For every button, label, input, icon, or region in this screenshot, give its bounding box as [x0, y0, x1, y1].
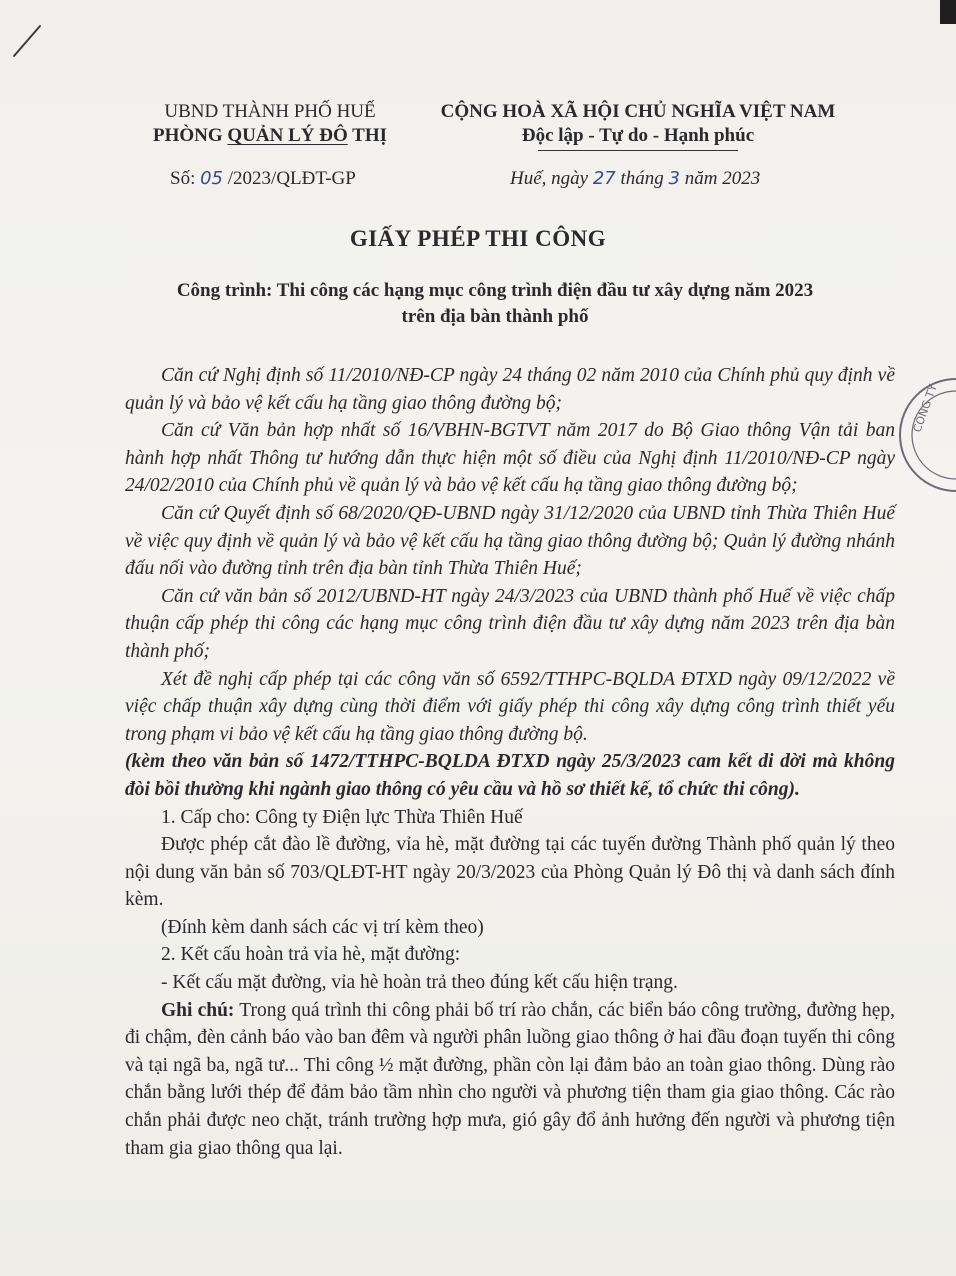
- document-date: [510, 168, 760, 190]
- granted-to: 1. Cấp cho: Công ty Điện lực Thừa Thiên Huế: [161, 806, 523, 828]
- pen-stroke-mark: [10, 22, 50, 62]
- stamp-text: CÔNG TY: [910, 382, 940, 435]
- red-stamp-seal: [894, 375, 956, 495]
- issuer-line1: UBND THÀNH PHỐ HUẾ: [164, 101, 376, 122]
- date-mid: tháng: [615, 168, 669, 189]
- issuer-header: [120, 100, 420, 148]
- document-body: [125, 362, 895, 1162]
- date-day: 27: [592, 168, 616, 189]
- national-title: CỘNG HOÀ XÃ HỘI CHỦ NGHĨA VIỆT NAM: [440, 101, 836, 122]
- project-subject: [100, 278, 890, 330]
- attachment-note: (kèm theo văn bản số 1472/TTHPC-BQLDA ĐTXD ngày 25/3/2023 cam kết di dời mà không đòi bồi thường khi ngành giao thông có yêu cầu và hồ sơ thiết kế, tổ chức thi công).: [125, 751, 895, 800]
- national-header: [428, 100, 848, 151]
- notes-paragraph: [125, 997, 895, 1163]
- legal-basis-2: Căn cứ Văn bản hợp nhất số 16/VBHN-BGTVT năm 2017 do Bộ Giao thông Vận tải ban hành hợp nhất Thông tư hướng dẫn thực hiện một số điều của Nghị định 11/2010/NĐ-CP ngày 24/02/2010 của Chính phủ về quản lý và bảo vệ kết cấu hạ tầng giao thông đường bộ;: [125, 420, 895, 497]
- document-title: GIẤY PHÉP THI CÔNG: [349, 226, 607, 251]
- legal-basis-4: Căn cứ văn bản số 2012/UBND-HT ngày 24/3/2023 của UBND thành phố Huế về việc chấp thuận cấp phép thi công các hạng mục công trình điện đầu tư xây dựng năm 2023 trên địa bàn thành phố;: [125, 585, 895, 662]
- date-prefix: Huế, ngày: [510, 168, 593, 189]
- permitted-scope: Được phép cắt đào lề đường, vỉa hè, mặt đường tại các tuyến đường Thành phố quản lý theo nội dung văn bản số 703/QLĐT-HT ngày 20/3/2023 của Phòng Quản lý Đô thị và danh sách đính kèm.: [125, 834, 895, 911]
- number-suffix: /2023/QLĐT-GP: [223, 168, 356, 189]
- document-number: [170, 168, 356, 190]
- issuer-line2-b: QUẢN LÝ ĐÔ: [227, 125, 348, 146]
- attachment-list-note: (Đính kèm danh sách các vị trí kèm theo): [161, 916, 484, 938]
- corner-mark: [940, 0, 956, 24]
- issuer-line2: [120, 124, 420, 148]
- number-handwritten: 05: [200, 168, 224, 189]
- notes-text: Trong quá trình thi công phải bố trí rào chắn, các biển báo công trường, đường hẹp, đi chậm, đèn cảnh báo vào ban đêm và người phân luồng giao thông ở hai đầu đoạn tuyến thi công và tại ngã ba, ngã tư... Thi công ½ mặt đường, phần còn lại đảm bảo an toàn giao thông. Dùng rào chắn bằng lưới thép để đảm bảo tầm nhìn cho người và phương tiện tham gia giao thông. Các rào chắn phải được neo chặt, tránh trường hợp mưa, gió gây đổ ảnh hưởng đến người và phương tiện tham gia giao thông qua lại.: [125, 999, 895, 1159]
- issuer-line2-a: PHÒNG: [152, 125, 228, 146]
- motto-underline: [538, 150, 738, 151]
- subject-line1: Công trình: Thi công các hạng mục công trình điện đầu tư xây dựng năm 2023: [176, 280, 814, 301]
- number-prefix: Số:: [170, 168, 201, 189]
- national-motto: Độc lập - Tự do - Hạnh phúc: [521, 125, 755, 146]
- subject-line2: trên địa bàn thành phố: [401, 306, 589, 327]
- issuer-line2-c: THỊ: [347, 125, 388, 146]
- date-suffix: năm 2023: [679, 168, 761, 189]
- legal-basis-5: Xét đề nghị cấp phép tại các công văn số 6592/TTHPC-BQLDA ĐTXD ngày 09/12/2022 về việc chấp thuận xây dựng cùng thời điểm với giấy phép thi công xây dựng công trình thiết yếu trong phạm vi bảo vệ kết cấu hạ tầng giao thông đường bộ.: [125, 668, 895, 745]
- legal-basis-3: Căn cứ Quyết định số 68/2020/QĐ-UBND ngày 31/12/2020 của UBND tỉnh Thừa Thiên Huế về việc quy định về quản lý và bảo vệ kết cấu hạ tầng giao thông đường bộ; Quản lý đường nhánh đấu nối vào đường tỉnh trên địa bàn tỉnh Thừa Thiên Huế;: [125, 502, 895, 580]
- restoration-item: - Kết cấu mặt đường, vỉa hè hoàn trả theo đúng kết cấu hiện trạng.: [161, 972, 678, 994]
- legal-basis-1: Căn cứ Nghị định số 11/2010/NĐ-CP ngày 24 tháng 02 năm 2010 của Chính phủ quy định về quản lý và bảo vệ kết cấu hạ tầng giao thông đường bộ;: [125, 365, 895, 414]
- restoration-heading: 2. Kết cấu hoàn trả vỉa hè, mặt đường:: [161, 944, 461, 966]
- date-month: 3: [668, 168, 680, 189]
- notes-label: Ghi chú:: [161, 999, 235, 1021]
